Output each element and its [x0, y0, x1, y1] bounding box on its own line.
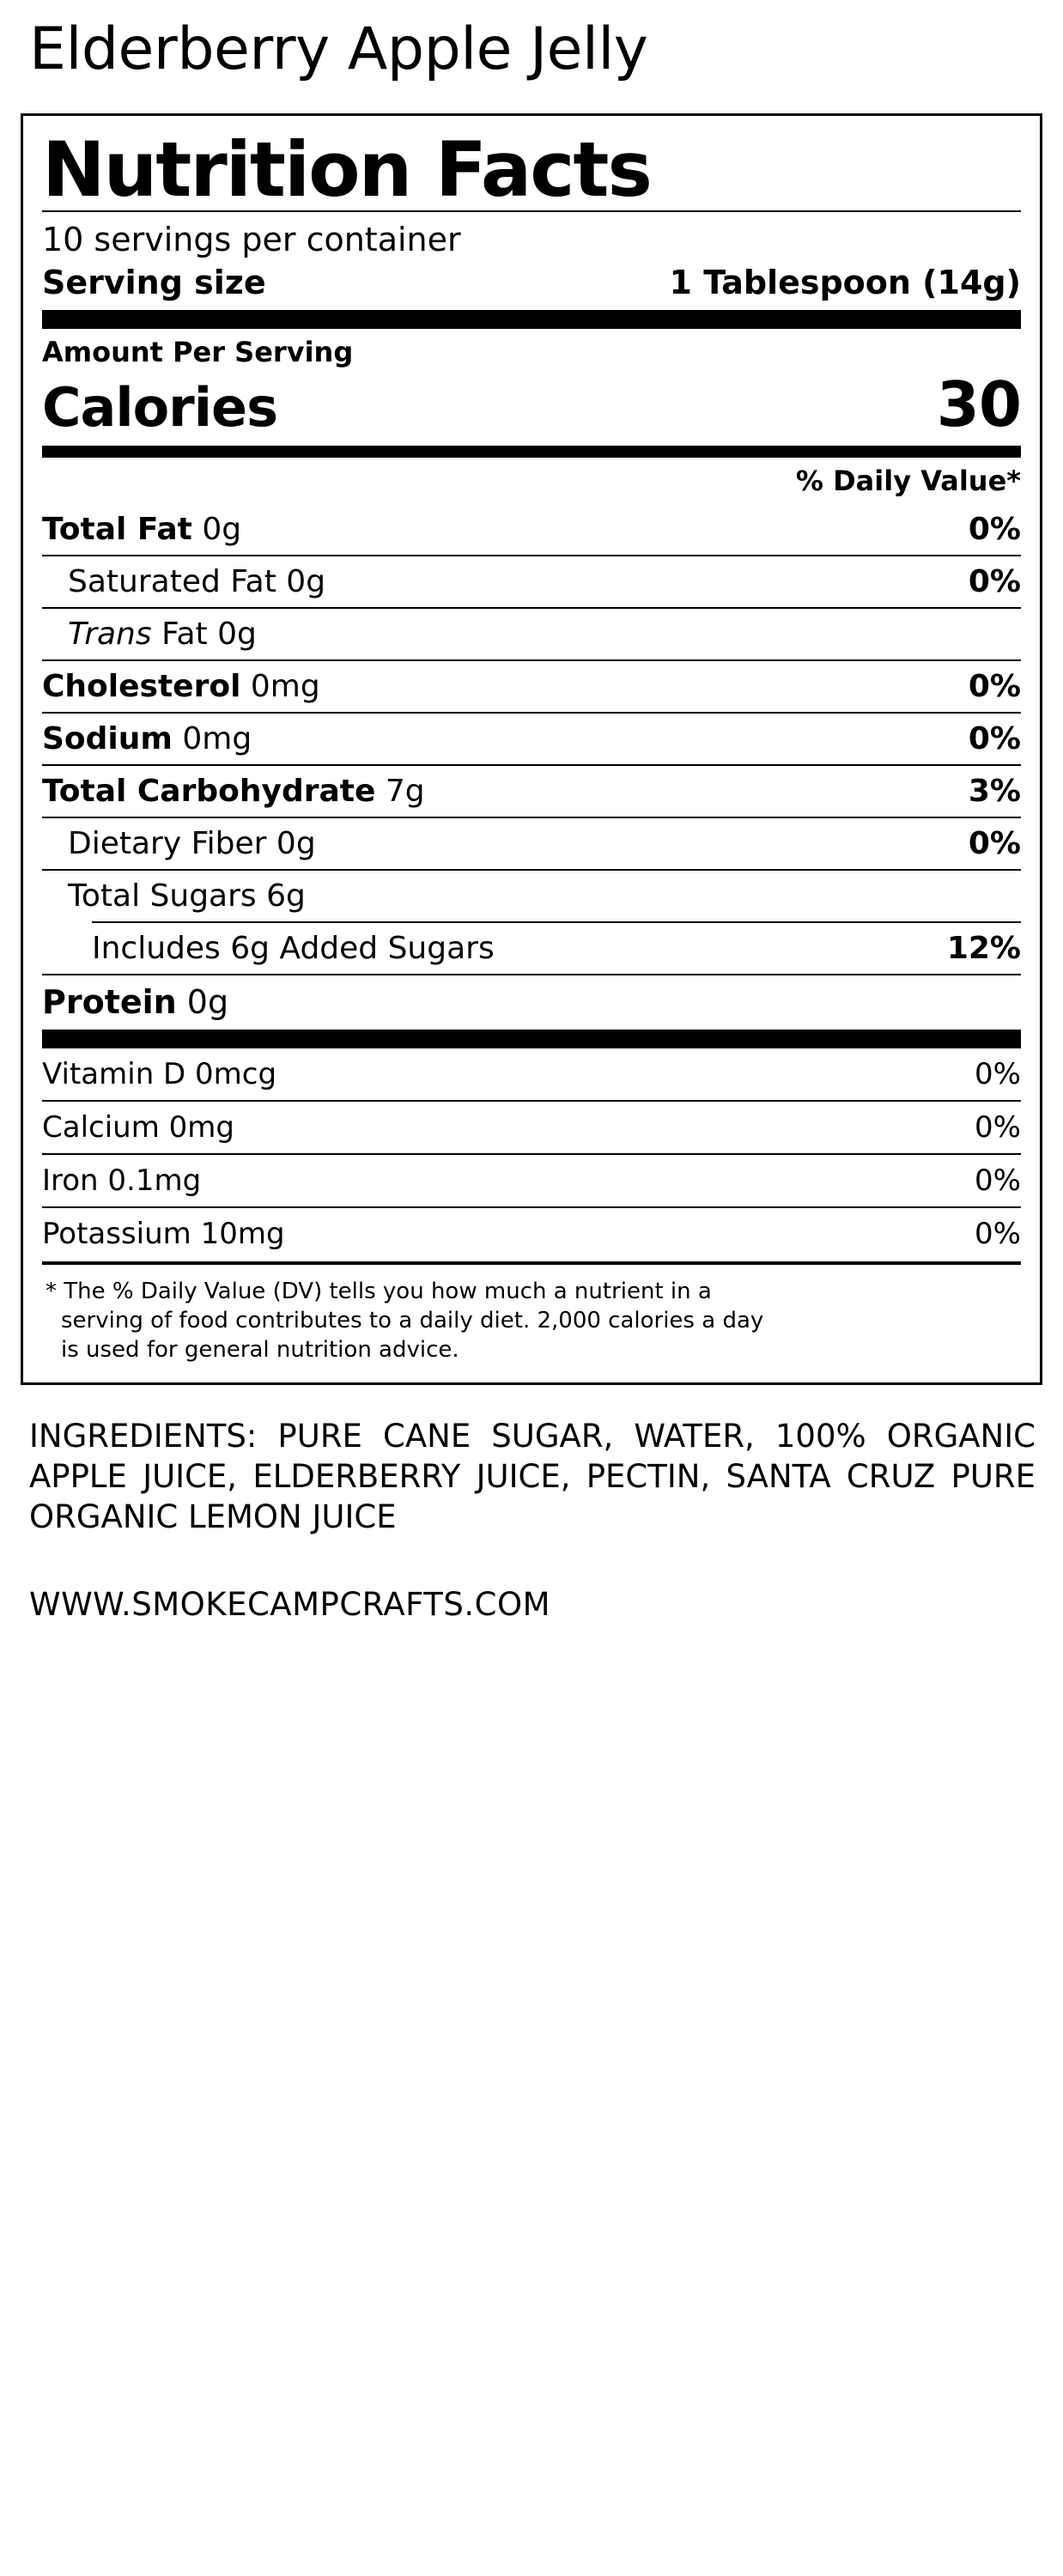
- calories-value: 30: [936, 368, 1021, 440]
- calories-row: [42, 368, 1021, 446]
- nutrient-amount: 0g: [176, 982, 229, 1021]
- daily-value-footnote: [42, 1261, 1021, 1367]
- micronutrient-dv: 0%: [975, 1163, 1021, 1198]
- serving-size-row: [42, 264, 1021, 310]
- nutrient-amount: 7g: [375, 773, 425, 809]
- table-row-iron: [42, 1153, 1021, 1206]
- nutrient-amount: 0mg: [172, 720, 252, 756]
- table-row-protein: [42, 974, 1021, 1030]
- micronutrient-name: Potassium 10mg: [42, 1216, 285, 1251]
- micronutrient-dv: 0%: [975, 1216, 1021, 1251]
- table-row-cholesterol: [42, 659, 1021, 712]
- table-row-total-sugars: [42, 869, 1021, 921]
- table-row-added-sugars: [92, 921, 1021, 974]
- nutrient-amount: 0mg: [240, 668, 320, 704]
- servings-per-container: 10 servings per container: [42, 220, 461, 258]
- ingredients-text: INGREDIENTS: PURE CANE SUGAR, WATER, 100% ORGANIC APPLE JUICE, ELDERBERRY JUICE, PECTIN, SANTA CRUZ PURE ORGANIC LEMON JUICE: [29, 1417, 1036, 1536]
- daily-value-header: % Daily Value*: [795, 464, 1021, 497]
- nutrient-dv: 0%: [968, 825, 1021, 861]
- micronutrient-name: Iron 0.1mg: [42, 1163, 202, 1198]
- table-row-total-carbohydrate: [42, 764, 1021, 817]
- nutrient-amount: Fat 0g: [161, 616, 257, 652]
- micronutrient-name: Calcium 0mg: [42, 1109, 234, 1145]
- divider-under-calories: [42, 446, 1021, 458]
- footnote-line-3: is used for general nutrition advice.: [61, 1337, 459, 1364]
- nutrient-amount: Saturated Fat 0g: [68, 563, 326, 599]
- nutrient-name-italic: Trans: [68, 616, 152, 652]
- nutrient-amount: 0g: [191, 511, 242, 547]
- divider-thick-top: [42, 310, 1021, 329]
- micronutrient-name: Vitamin D 0mcg: [42, 1056, 277, 1091]
- nutrition-facts-heading: Nutrition Facts: [42, 125, 651, 214]
- micronutrient-dv: 0%: [975, 1109, 1021, 1145]
- nutrient-name: Sodium: [42, 720, 173, 756]
- serving-size-label: Serving size: [42, 263, 266, 301]
- nutrition-facts-panel: [21, 113, 1042, 1385]
- calories-label: Calories: [42, 375, 277, 439]
- nutrient-amount: Total Sugars 6g: [68, 878, 306, 914]
- nutrient-dv: 3%: [968, 773, 1021, 809]
- footnote-line-2: serving of food contributes to a daily diet. 2,000 calories a day: [61, 1308, 764, 1334]
- table-row-saturated-fat: [42, 555, 1021, 607]
- amount-per-serving-label: Amount Per Serving: [42, 335, 354, 368]
- table-row-calcium: [42, 1100, 1021, 1153]
- nutrient-dv: 0%: [968, 720, 1021, 756]
- micronutrient-dv: 0%: [975, 1056, 1021, 1091]
- nutrient-name: Total Carbohydrate: [42, 773, 376, 809]
- table-row-potassium: [42, 1206, 1021, 1260]
- nutrient-name: Cholesterol: [42, 668, 241, 704]
- nutrient-dv: 0%: [968, 511, 1021, 547]
- website-url: WWW.SMOKECAMPCRAFTS.COM: [29, 1585, 551, 1623]
- nutrient-dv: 12%: [946, 930, 1021, 966]
- table-row-dietary-fiber: [42, 817, 1021, 869]
- divider-thick-bottom: [42, 1030, 1021, 1048]
- footnote-line-1: * The % Daily Value (DV) tells you how much a nutrient in a: [46, 1278, 712, 1304]
- nutrient-amount: Includes 6g Added Sugars: [92, 930, 495, 966]
- table-row-trans-fat: [42, 607, 1021, 659]
- nutrient-amount: Dietary Fiber 0g: [68, 825, 316, 861]
- nutrient-dv: 0%: [968, 668, 1021, 704]
- serving-size-value: 1 Tablespoon (14g): [669, 263, 1021, 301]
- table-row-total-fat: [42, 504, 1021, 555]
- nutrient-dv: 0%: [968, 563, 1021, 599]
- table-row-sodium: [42, 712, 1021, 764]
- nutrient-name: Protein: [42, 982, 177, 1021]
- page-title: Elderberry Apple Jelly: [29, 15, 648, 83]
- nutrient-name: Total Fat: [42, 511, 192, 547]
- table-row-vitamin-d: [42, 1048, 1021, 1100]
